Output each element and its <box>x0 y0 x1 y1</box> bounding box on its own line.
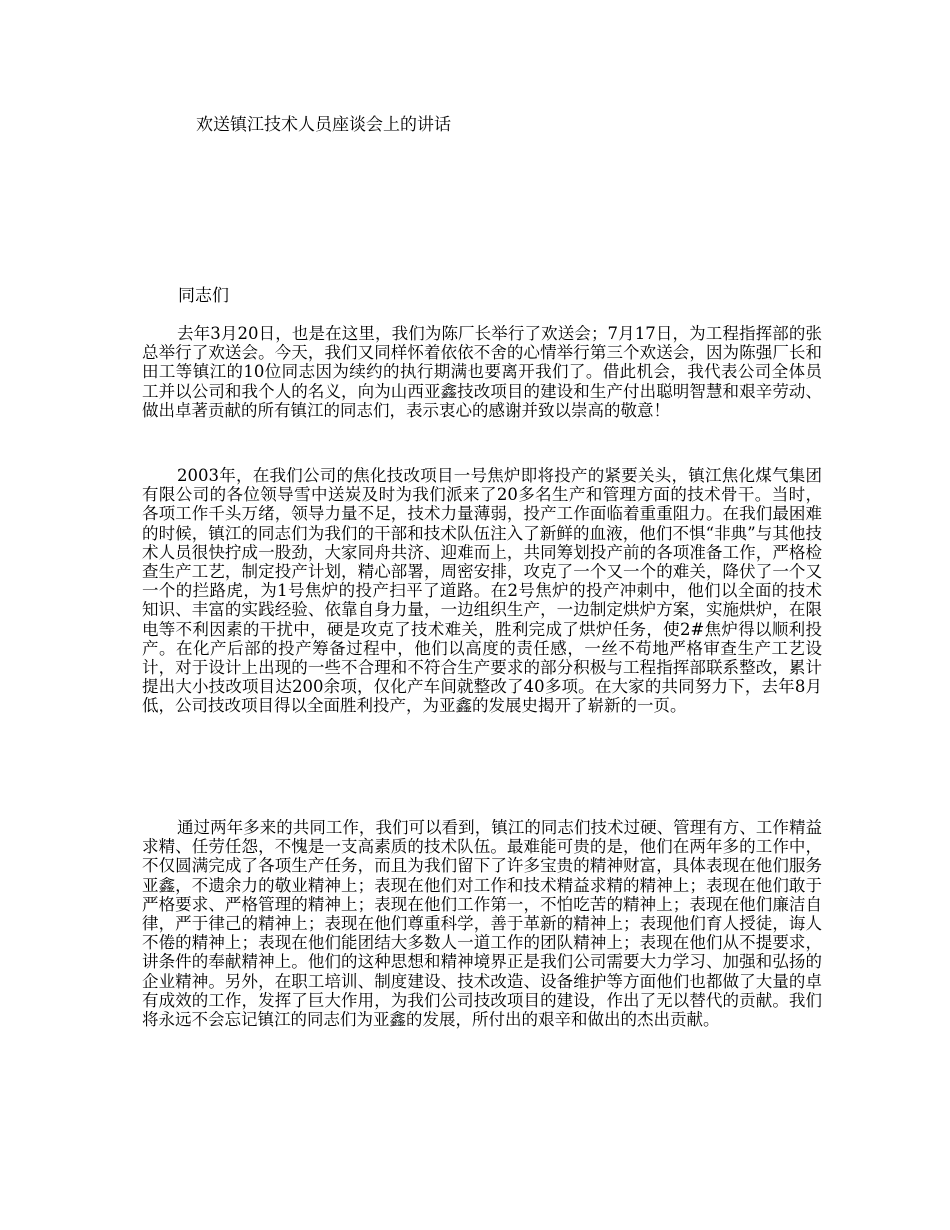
document-title: 欢送镇江技术人员座谈会上的讲话 <box>196 115 451 135</box>
paragraph-2: 2003年，在我们公司的焦化技改项目一号焦炉即将投产的紧要关头，镇江焦化煤气集团有限公司的各位领导雪中送炭及时为我们派来了20多名生产和管理方面的技术骨干。当时，各项工作千头万绪，领导力量不足，技术力量薄弱，投产工作面临着重重阻力。在我们最困难的时候，镇江的同志们为我们的干部和技术队伍注入了新鲜的血液，他们不惧“非典”与其他技术人员很快拧成一股劲，大家同舟共济、迎难而上，共同筹划投产前的各项准备工作，严格检查生产工艺，制定投产计划，精心部署，周密安排，攻克了一个又一个的难关，降伏了一个又一个的拦路虎，为1号焦炉的投产扫平了道路。在2号焦炉的投产冲刺中，他们以全面的技术知识、丰富的实践经验、依靠自身力量，一边组织生产，一边制定烘炉方案，实施烘炉，在限电等不利因素的干扰中，硬是攻克了技术难关，胜利完成了烘炉任务，使2#焦炉得以顺利投产。在化产后部的投产筹备过程中，他们以高度的责任感，一丝不苟地严格审查生产工艺设计，对于设计上出现的一些不合理和不符合生产要求的部分积极与工程指挥部联系整改，累计提出大小技改项目达200余项，仅化产车间就整改了40多项。在大家的共同努力下，去年8月低，公司技改项目得以全面胜利投产，为亚鑫的发展史揭开了崭新的一页。 <box>142 466 822 716</box>
salutation: 同志们 <box>178 286 229 306</box>
paragraph-1: 去年3月20日，也是在这里，我们为陈厂长举行了欢送会；7月17日，为工程指挥部的张总举行了欢送会。今天，我们又同样怀着依依不舍的心情举行第三个欢送会，因为陈强厂长和田工等镇江的10位同志因为续约的执行期满也要离开我们了。借此机会，我代表公司全体员工并以公司和我个人的名义，向为山西亚鑫技改项目的建设和生产付出聪明智慧和艰辛劳动、做出卓著贡献的所有镇江的同志们，表示衷心的感谢并致以崇高的敬意！ <box>142 324 822 420</box>
paragraph-3: 通过两年多来的共同工作，我们可以看到，镇江的同志们技术过硬、管理有方、工作精益求精、任劳任怨，不愧是一支高素质的技术队伍。最难能可贵的是，他们在两年多的工作中，不仅圆满完成了各项生产任务，而且为我们留下了许多宝贵的精神财富，具体表现在他们服务亚鑫，不遗余力的敬业精神上；表现在他们对工作和技术精益求精的精神上；表现在他们敢于严格要求、严格管理的精神上；表现在他们工作第一，不怕吃苦的精神上；表现在他们廉洁自律，严于律己的精神上；表现在他们尊重科学，善于革新的精神上；表现他们育人授徒，诲人不倦的精神上；表现在他们能团结大多数人一道工作的团队精神上；表现在他们从不提要求，讲条件的奉献精神上。他们的这种思想和精神境界正是我们公司需要大力学习、加强和弘扬的企业精神。另外，在职工培训、制度建设、技术改造、设备维护等方面他们也都做了大量的卓有成效的工作，发挥了巨大作用，为我们公司技改项目的建设，作出了无以替代的贡献。我们将永远不会忘记镇江的同志们为亚鑫的发展，所付出的艰辛和做出的杰出贡献。 <box>142 818 822 1030</box>
